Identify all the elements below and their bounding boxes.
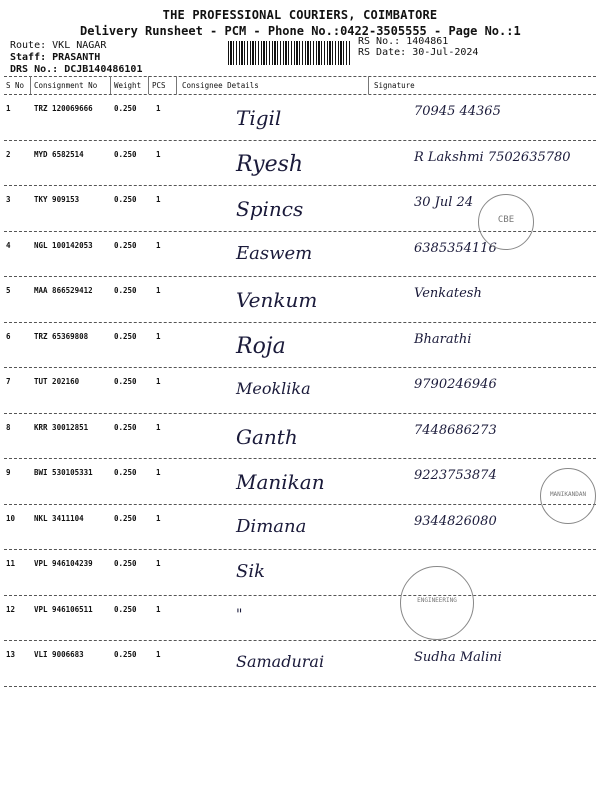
- row-signature: Venkatesh: [414, 286, 482, 301]
- table-row: [4, 549, 596, 595]
- row-weight: 0.250: [114, 468, 137, 477]
- cbe-stamp-text: CBE: [497, 215, 515, 225]
- row-consignment-no: TRZ 120069666: [34, 104, 93, 113]
- route-line: [10, 40, 106, 51]
- row-sno: 5: [6, 286, 11, 295]
- row-pcs: 1: [156, 104, 161, 113]
- staff-label: Staff:: [10, 52, 47, 63]
- column-divider: [176, 76, 177, 94]
- col-header-signature: Signature: [374, 81, 415, 90]
- row-pcs: 1: [156, 513, 161, 523]
- row-consignee: Samadurai: [236, 652, 325, 671]
- row-weight: 0.250: [114, 422, 137, 432]
- row-consignee: Manikan: [236, 470, 325, 494]
- row-signature: 6385354116: [414, 240, 497, 256]
- row-consignment-no: BWI 530105331: [34, 468, 93, 477]
- column-divider: [110, 76, 111, 94]
- table-row: [4, 322, 596, 368]
- row-signature: 30 Jul 24: [414, 195, 474, 210]
- document-subtitle: Delivery Runsheet - PCM - Phone No.:0422-3505555 - Page No.:1: [80, 24, 521, 38]
- drs-value: DCJB140486101: [64, 64, 143, 75]
- rs-date-line: [358, 47, 478, 58]
- row-consignment-no: TUT 202160: [34, 377, 80, 386]
- row-weight: 0.250: [114, 240, 137, 250]
- row-consignee: Sik: [236, 561, 265, 582]
- barcode: [228, 41, 350, 65]
- row-consignment-no: TRZ 65369808: [34, 331, 89, 341]
- row-consignee: Spincs: [236, 197, 304, 221]
- row-weight: 0.250: [114, 331, 137, 341]
- row-pcs: 1: [156, 195, 161, 204]
- row-consignee: Easwem: [236, 242, 313, 264]
- engineering-stamp: [400, 566, 474, 640]
- row-pcs: 1: [156, 377, 161, 386]
- row-sno: 11: [6, 559, 16, 568]
- row-sno: 2: [6, 149, 11, 159]
- row-signature: 9344826080: [414, 513, 497, 529]
- row-weight: 0.250: [114, 650, 137, 659]
- row-pcs: 1: [156, 604, 161, 614]
- rs-no-line: [358, 36, 448, 47]
- col-header-consignee: Consignee Details: [182, 81, 259, 90]
- table-row: [4, 94, 596, 140]
- row-weight: 0.250: [114, 104, 137, 113]
- row-signature: Sudha Malini: [414, 650, 502, 665]
- row-consignment-no: NKL 3411104: [34, 513, 84, 523]
- col-header-consignment: Consignment No: [34, 81, 98, 90]
- table-row: [4, 640, 596, 686]
- row-consignee: Roja: [236, 333, 286, 359]
- table-row: [4, 413, 596, 459]
- column-divider: [368, 76, 369, 94]
- runsheet-table: [4, 76, 596, 696]
- table-row: [4, 367, 596, 413]
- row-divider: [4, 686, 596, 687]
- row-pcs: 1: [156, 468, 161, 477]
- col-header-weight: Weight: [114, 81, 142, 90]
- row-sno: 13: [6, 650, 16, 659]
- manikandan-stamp-text: MANIKANDAN: [549, 491, 587, 498]
- row-consignment-no: MAA 866529412: [34, 286, 93, 295]
- drs-line: [10, 64, 142, 75]
- row-sno: 7: [6, 377, 11, 386]
- column-divider: [148, 76, 149, 94]
- row-consignee: Dimana: [236, 515, 307, 537]
- row-sno: 12: [6, 604, 16, 614]
- cbe-stamp: [478, 194, 534, 250]
- row-consignee: Meoklika: [236, 379, 311, 398]
- col-header-sno: S No: [6, 81, 25, 90]
- row-weight: 0.250: [114, 149, 137, 159]
- col-header-pcs: PCS: [152, 81, 166, 90]
- table-row: [4, 458, 596, 504]
- rs-no-label: RS No.:: [358, 36, 401, 47]
- row-sno: 6: [6, 331, 11, 341]
- row-weight: 0.250: [114, 559, 137, 568]
- row-consignment-no: KRR 30012851: [34, 422, 89, 432]
- document-title: THE PROFESSIONAL COURIERS, COIMBATORE: [162, 8, 438, 22]
- row-signature: 7448686273: [414, 422, 497, 438]
- row-consignee: ": [236, 606, 243, 623]
- row-pcs: 1: [156, 331, 161, 341]
- table-row: [4, 595, 596, 641]
- header-top-line: [4, 76, 596, 77]
- rs-date-value: 30-Jul-2024: [412, 47, 479, 58]
- row-sno: 3: [6, 195, 11, 204]
- staff-line: [10, 52, 100, 63]
- rs-no-value: 1404861: [406, 36, 449, 47]
- row-weight: 0.250: [114, 513, 137, 523]
- row-consignee: Venkum: [236, 288, 318, 312]
- table-row: [4, 276, 596, 322]
- row-signature: Bharathi: [414, 331, 472, 347]
- column-divider: [30, 76, 31, 94]
- drs-label: DRS No.:: [10, 64, 59, 75]
- engineering-stamp-text: ENGINEERING: [417, 597, 457, 604]
- row-signature: R Lakshmi 7502635780: [414, 149, 571, 165]
- staff-value: PRASANTH: [52, 52, 101, 63]
- manikandan-stamp: [540, 468, 596, 524]
- row-consignee: Ganth: [236, 424, 298, 449]
- row-consignee: Tigil: [236, 106, 282, 130]
- row-weight: 0.250: [114, 604, 137, 614]
- row-consignment-no: VLI 9006683: [34, 650, 84, 659]
- row-pcs: 1: [156, 650, 161, 659]
- row-consignment-no: NGL 100142053: [34, 240, 93, 250]
- row-signature: 70945 44365: [414, 104, 501, 119]
- route-value: VKL NAGAR: [52, 40, 107, 51]
- row-weight: 0.250: [114, 195, 137, 204]
- row-pcs: 1: [156, 240, 161, 250]
- row-sno: 8: [6, 422, 11, 432]
- row-pcs: 1: [156, 559, 161, 568]
- row-pcs: 1: [156, 286, 161, 295]
- row-sno: 10: [6, 513, 16, 523]
- row-weight: 0.250: [114, 286, 137, 295]
- row-sno: 1: [6, 104, 11, 113]
- table-row: [4, 504, 596, 550]
- row-consignment-no: MYD 6582514: [34, 149, 84, 159]
- row-signature: 9790246946: [414, 377, 497, 392]
- rs-date-label: RS Date:: [358, 47, 407, 58]
- row-consignment-no: VPL 946106511: [34, 604, 93, 614]
- row-consignment-no: TKY 909153: [34, 195, 80, 204]
- route-label: Route:: [10, 40, 47, 51]
- row-signature: 9223753874: [414, 468, 497, 483]
- row-pcs: 1: [156, 149, 161, 159]
- row-sno: 4: [6, 240, 11, 250]
- table-row: [4, 140, 596, 186]
- row-pcs: 1: [156, 422, 161, 432]
- row-consignee: Ryesh: [236, 151, 304, 177]
- row-consignment-no: VPL 946104239: [34, 559, 93, 568]
- row-sno: 9: [6, 468, 11, 477]
- row-weight: 0.250: [114, 377, 137, 386]
